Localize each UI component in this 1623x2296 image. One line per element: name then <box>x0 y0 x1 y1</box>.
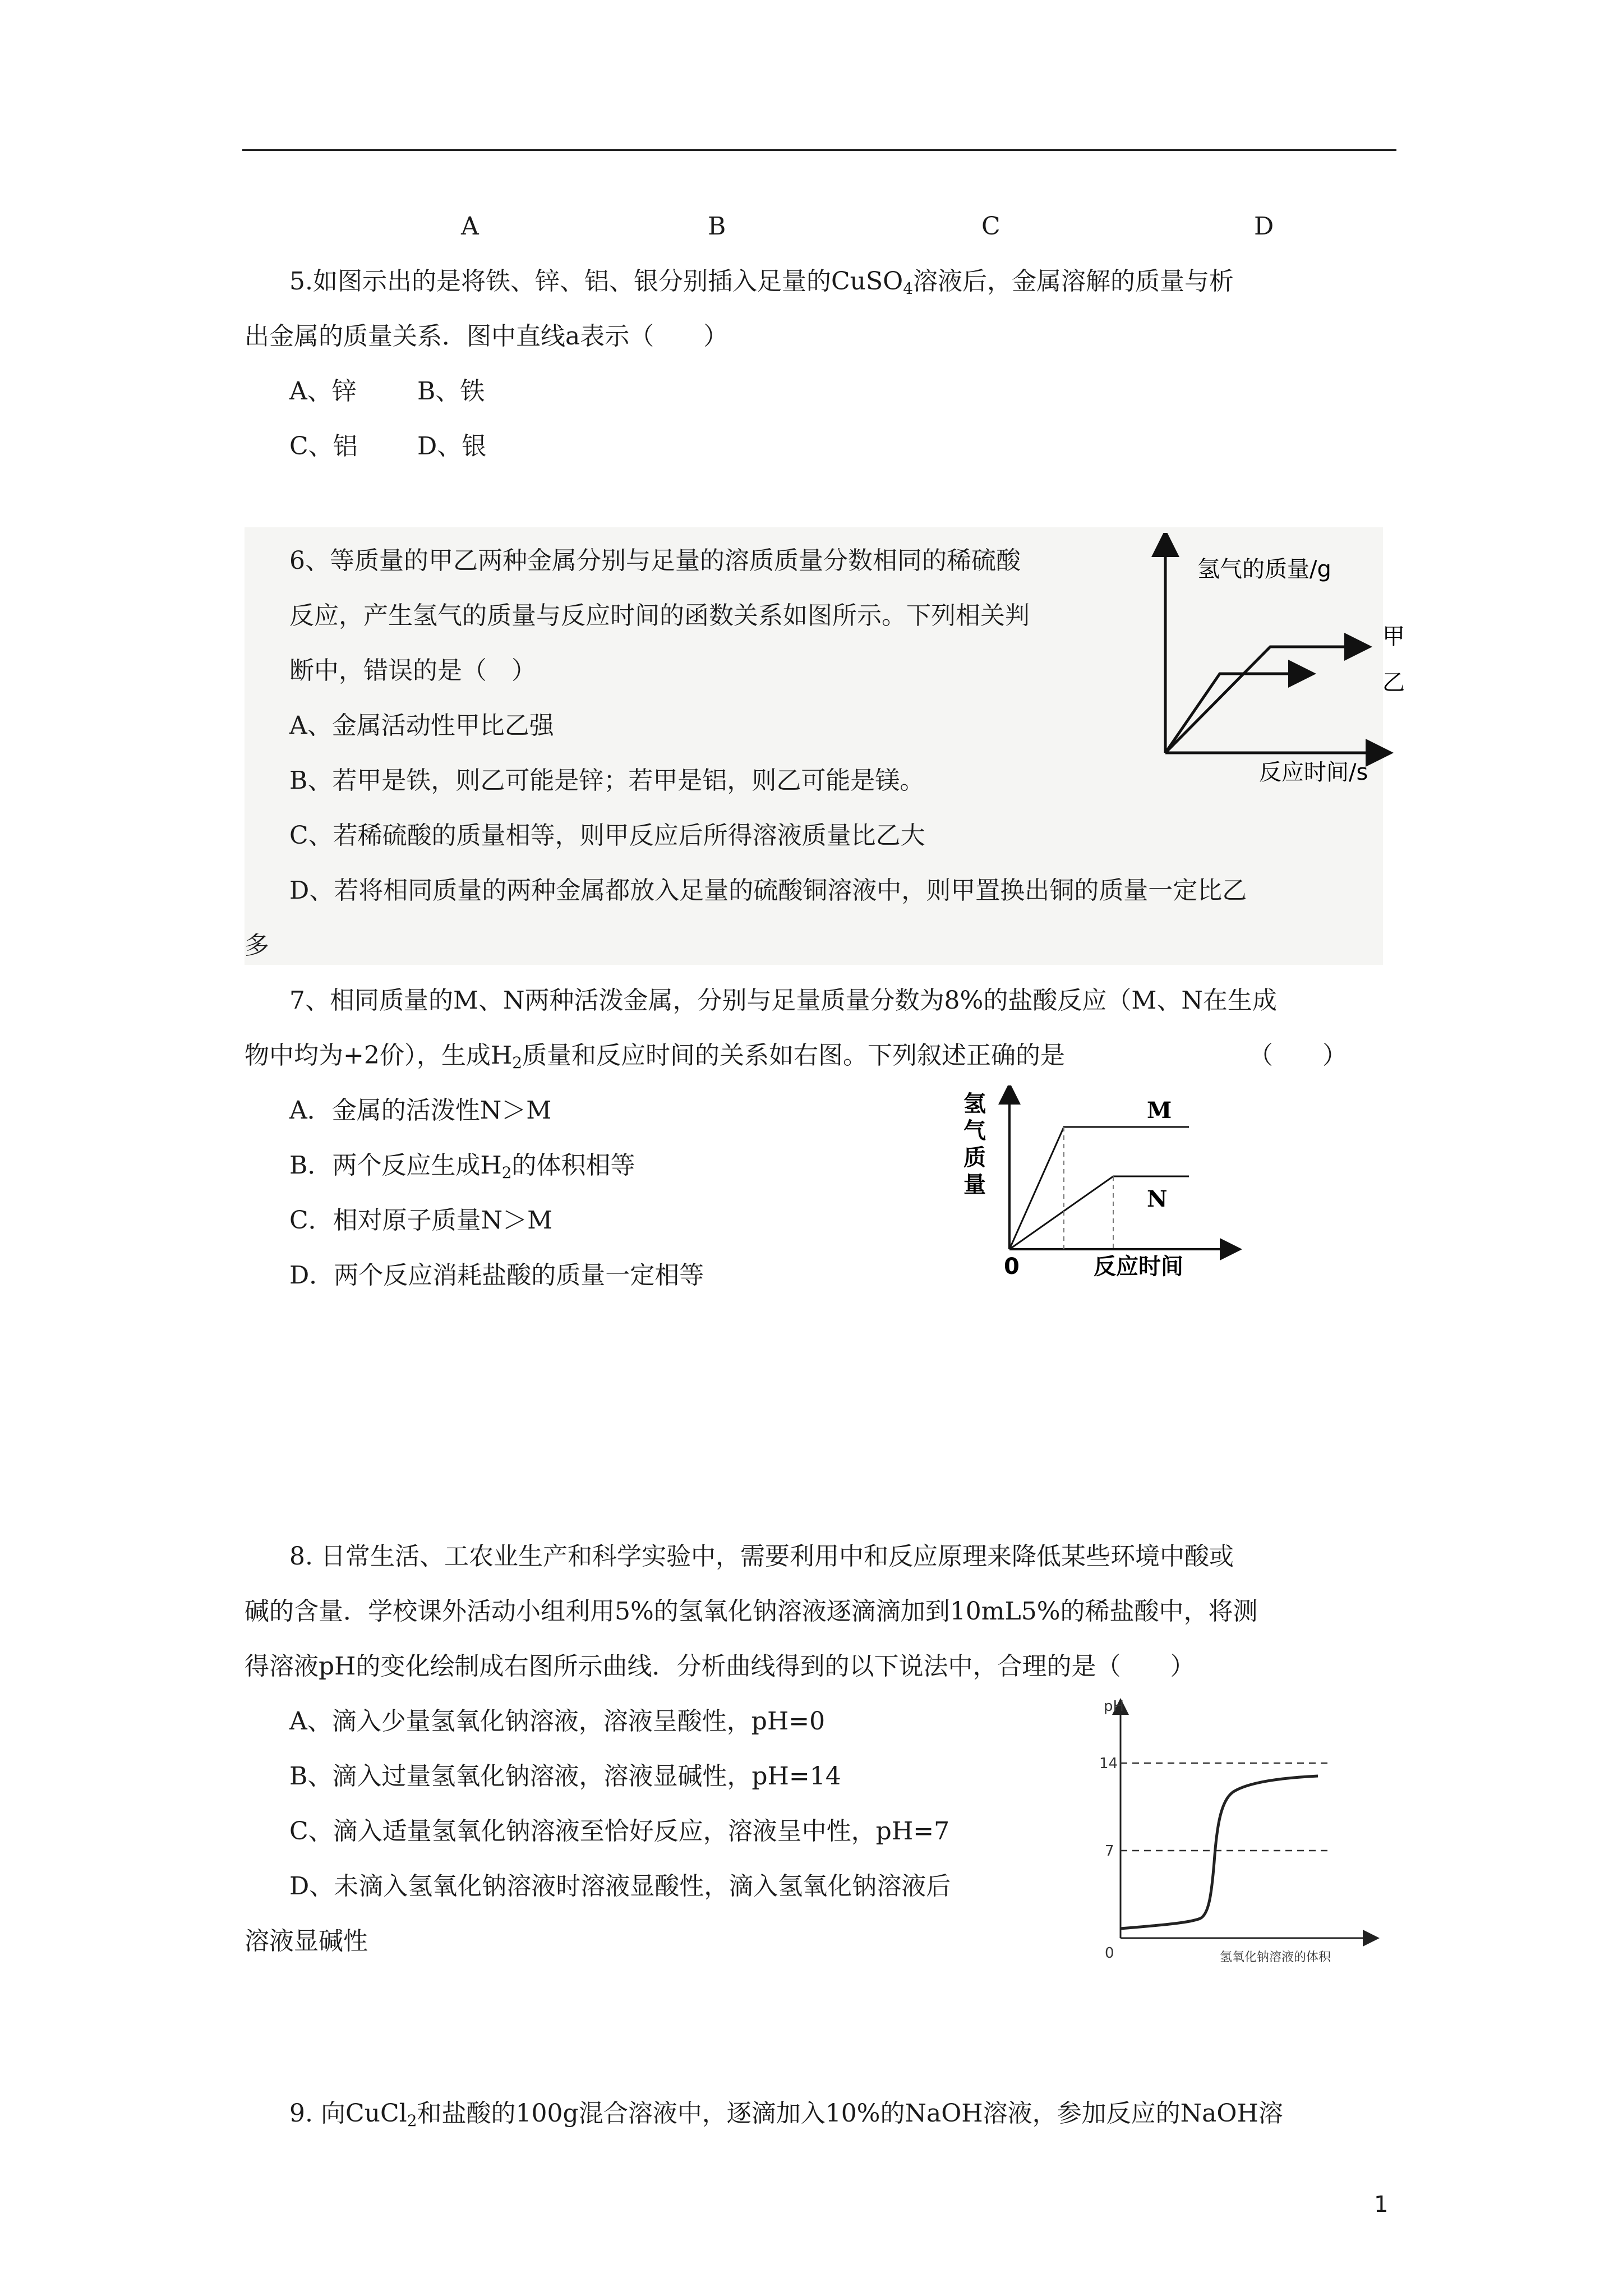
q8-option-b: B、滴入过量氢氧化钠溶液，溶液显碱性，pH=14 <box>289 1762 841 1791</box>
q8-line1: 8. 日常生活、工农业生产和科学实验中，需要利用中和反应原理来降低某些环境中酸或 <box>289 1542 1234 1571</box>
q7-option-b: B．两个反应生成$H_2$的体积相等 <box>289 1151 635 1182</box>
q6-y-label: 氢气的质量/g <box>1197 556 1331 582</box>
q6-option-c: C、若稀硫酸的质量相等，则甲反应后所得溶液质量比乙大 <box>289 821 925 850</box>
q7-y-label-1: 氢 <box>963 1091 986 1117</box>
q7-answer-paren: （ ） <box>1248 1041 1347 1070</box>
q6-option-b: B、若甲是铁，则乙可能是锌；若甲是铝，则乙可能是镁。 <box>289 766 925 795</box>
q9-line1: 9. 向CuCl$_2$和盐酸的100g混合溶液中，逐滴加入10%的NaOH溶液，参加反应的NaOH溶 <box>289 2099 1283 2130</box>
q7-y-label-3: 质 <box>963 1145 986 1171</box>
q6-option-a: A、金属活动性甲比乙强 <box>289 711 554 740</box>
q7-origin: 0 <box>1004 1254 1020 1280</box>
q6-option-d-line1: D、若将相同质量的两种金属都放入足量的硫酸铜溶液中，则甲置换出铜的质量一定比乙 <box>289 876 1247 905</box>
q7-option-a: A．金属的活泼性N＞M <box>289 1096 552 1125</box>
q8-line2: 碱的含量．学校课外活动小组利用5%的氢氧化钠溶液逐滴滴加到10mL5%的稀盐酸中，将测 <box>245 1597 1258 1626</box>
q8-option-d-line2: 溶液显碱性 <box>245 1927 368 1955</box>
q6-option-d-line2: 多 <box>245 931 269 960</box>
q7-y-label-2: 气 <box>963 1118 986 1144</box>
q5-option-b: B、铁 <box>417 377 485 406</box>
q6-line2: 反应，产生氢气的质量与反应时间的函数关系如图所示。下列相关判 <box>289 601 1030 630</box>
q6-x-label: 反应时间/s <box>1259 760 1368 785</box>
q6-line-jia <box>1165 647 1358 753</box>
q7-hydrogen-time-graph <box>953 1085 1245 1282</box>
header-rule <box>242 149 1396 151</box>
q6-line3: 断中，错误的是（ ） <box>289 656 536 685</box>
q6-label-yi: 乙 <box>1382 670 1405 696</box>
q5-line2: 出金属的质量关系．图中直线a表示（ ） <box>245 322 728 351</box>
q7-line2: 物中均为+2价），生成$H_2$质量和反应时间的关系如右图。下列叙述正确的是 <box>245 1041 1066 1072</box>
option-label-d: D <box>1254 212 1274 241</box>
q5-option-c: C、铝 <box>289 432 358 461</box>
option-label-b: B <box>708 212 726 241</box>
q6-line1: 6、等质量的甲乙两种金属分别与足量的溶质质量分数相同的稀硫酸 <box>289 546 1021 575</box>
q8-option-c: C、滴入适量氢氧化钠溶液至恰好反应，溶液呈中性，pH=7 <box>289 1817 950 1846</box>
q7-y-label-4: 量 <box>963 1172 986 1198</box>
q8-origin: 0 <box>1105 1945 1114 1962</box>
q7-option-d: D．两个反应消耗盐酸的质量一定相等 <box>289 1261 704 1290</box>
q6-label-jia: 甲 <box>1382 624 1405 650</box>
q8-y-label: pH <box>1104 1698 1124 1715</box>
q7-line1: 7、相同质量的M、N两种活泼金属，分别与足量质量分数为8%的盐酸反应（M、N在生成 <box>289 986 1277 1015</box>
q8-ph-curve <box>1121 1776 1318 1929</box>
q8-option-d-line1: D、未滴入氢氧化钠溶液时溶液显酸性，滴入氢氧化钠溶液后 <box>289 1872 951 1901</box>
q8-option-a: A、滴入少量氢氧化钠溶液，溶液呈酸性，pH=0 <box>289 1707 826 1736</box>
q7-label-n: N <box>1147 1186 1168 1212</box>
q7-x-label: 反应时间 <box>1094 1254 1183 1280</box>
q8-tick-14: 14 <box>1099 1755 1118 1772</box>
q7-option-c: C．相对原子质量N＞M <box>289 1206 553 1235</box>
q5-option-d: D、银 <box>417 432 487 461</box>
page-number: 1 <box>1374 2192 1389 2217</box>
q5-line1: 5.如图示出的是将铁、锌、铝、银分别插入足量的CuSO$_4$溶液后，金属溶解的质量与析 <box>289 267 1234 298</box>
option-label-a: A <box>461 212 479 241</box>
q8-line3: 得溶液pH的变化绘制成右图所示曲线．分析曲线得到的以下说法中，合理的是（ ） <box>245 1652 1195 1681</box>
q6-hydrogen-time-graph <box>1144 533 1408 785</box>
q8-tick-7: 7 <box>1105 1843 1114 1860</box>
q7-label-m: M <box>1147 1097 1172 1124</box>
q8-x-label: 氢氧化钠溶液的体积 <box>1220 1950 1331 1964</box>
q8-ph-curve-graph <box>1094 1694 1385 1975</box>
q5-option-a: A、锌 <box>289 377 357 406</box>
option-label-c: C <box>981 212 1000 241</box>
